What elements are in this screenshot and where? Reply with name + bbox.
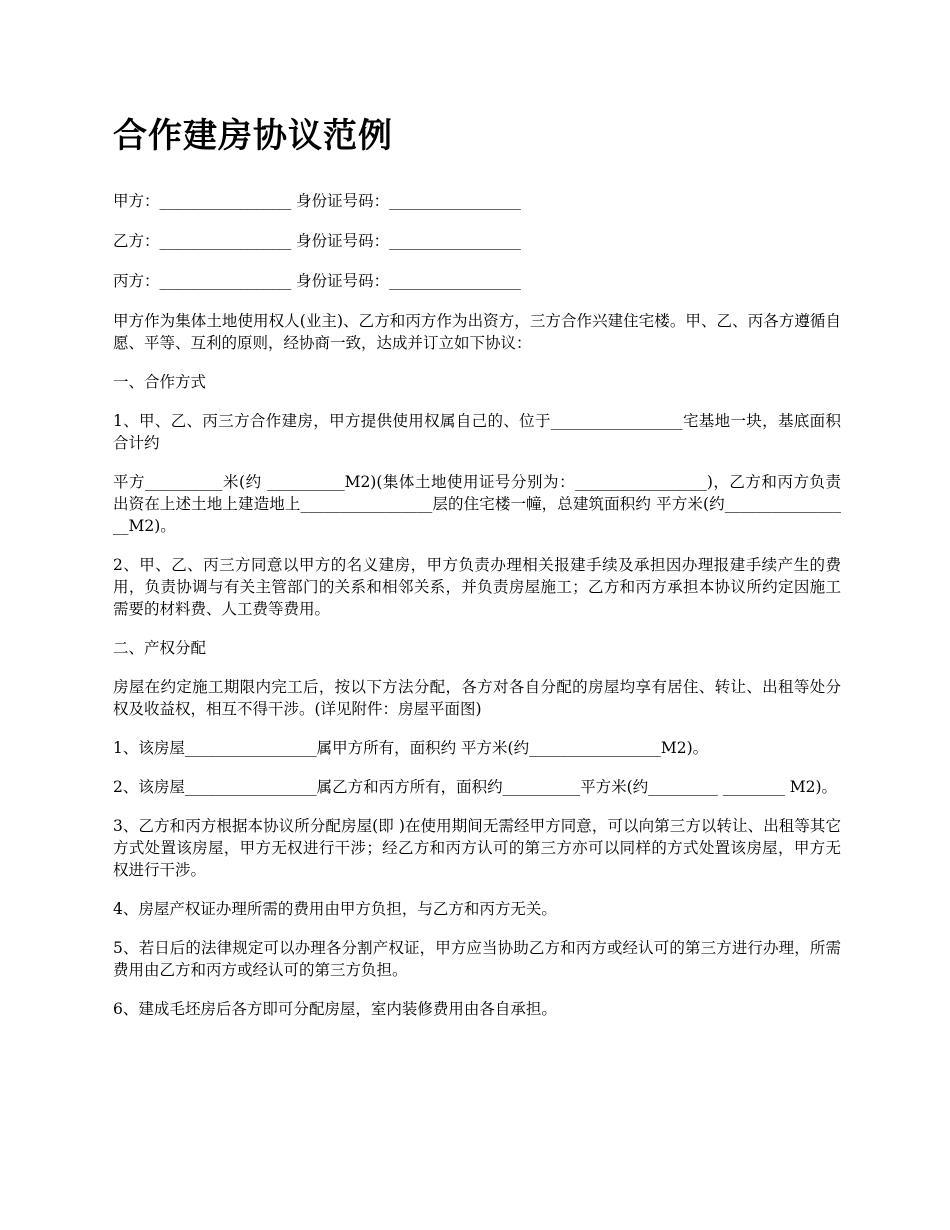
clause-1-1-continued: 平方__________米(约 __________M2)(集体土地使用证号分别为：_________________)，乙方和丙方负责出资在上述土地上建造地上_________________层的住宅楼一幢，总建筑面积约 平方米(约_________________M2)。 <box>113 473 841 535</box>
clause-2-4: 4、房屋产权证办理所需的费用由甲方负担，与乙方和丙方无关。 <box>113 900 557 918</box>
clause-2-6: 6、建成毛坯房后各方即可分配房屋，室内装修费用由各自承担。 <box>113 1000 557 1018</box>
clause-1-2: 2、甲、乙、丙三方同意以甲方的名义建房，甲方负责办理相关报建手续及承担因办理报建手续产生的费用，负责协调与有关主管部门的关系和相邻关系，并负责房屋施工；乙方和丙方承担本协议所约定因施工需要的材料费、人工费等费用。 <box>113 556 841 618</box>
clause-2-5: 5、若日后的法律规定可以办理各分割产权证，甲方应当协助乙方和丙方或经认可的第三方进行办理，所需费用由乙方和丙方或经认可的第三方负担。 <box>113 939 841 979</box>
party-b-line: 乙方：_________________ 身份证号码：_________________ <box>113 232 521 250</box>
preamble-paragraph: 甲方作为集体土地使用权人(业主)、乙方和丙方作为出资方，三方合作兴建住宅楼。甲、乙、丙各方遵循自愿、平等、互利的原则，经协商一致，达成并订立如下协议： <box>113 312 841 352</box>
clause-2-3: 3、乙方和丙方根据本协议所分配房屋(即 )在使用期间无需经甲方同意，可以向第三方以转让、出租等其它方式处置该房屋，甲方无权进行干涉；经乙方和丙方认可的第三方亦可以同样的方式处置该房屋，甲方无权进行干涉。 <box>113 817 841 879</box>
party-a-line: 甲方：_________________ 身份证号码：_________________ <box>113 192 521 210</box>
document-body <box>113 110 841 1037</box>
property-intro-paragraph: 房屋在约定施工期限内完工后，按以下方法分配，各方对各自分配的房屋均享有居住、转让、出租等处分权及收益权，相互不得干涉。(详见附件：房屋平面图) <box>113 678 841 718</box>
party-c-line: 丙方：_________________ 身份证号码：_________________ <box>113 272 521 290</box>
clause-1-1: 1、甲、乙、丙三方合作建房，甲方提供使用权属自己的、位于_________________宅基地一块，基底面积合计约 <box>113 412 841 452</box>
section-heading-cooperation: 一、合作方式 <box>113 373 207 391</box>
clause-2-2: 2、该房屋_________________属乙方和丙方所有，面积约__________平方米(约_________ ________ M2)。 <box>113 778 838 796</box>
clause-2-1: 1、该房屋_________________属甲方所有，面积约 平方米(约_________________M2)。 <box>113 739 709 757</box>
section-heading-property: 二、产权分配 <box>113 639 207 657</box>
document-title: 合作建房协议范例 <box>113 116 393 156</box>
